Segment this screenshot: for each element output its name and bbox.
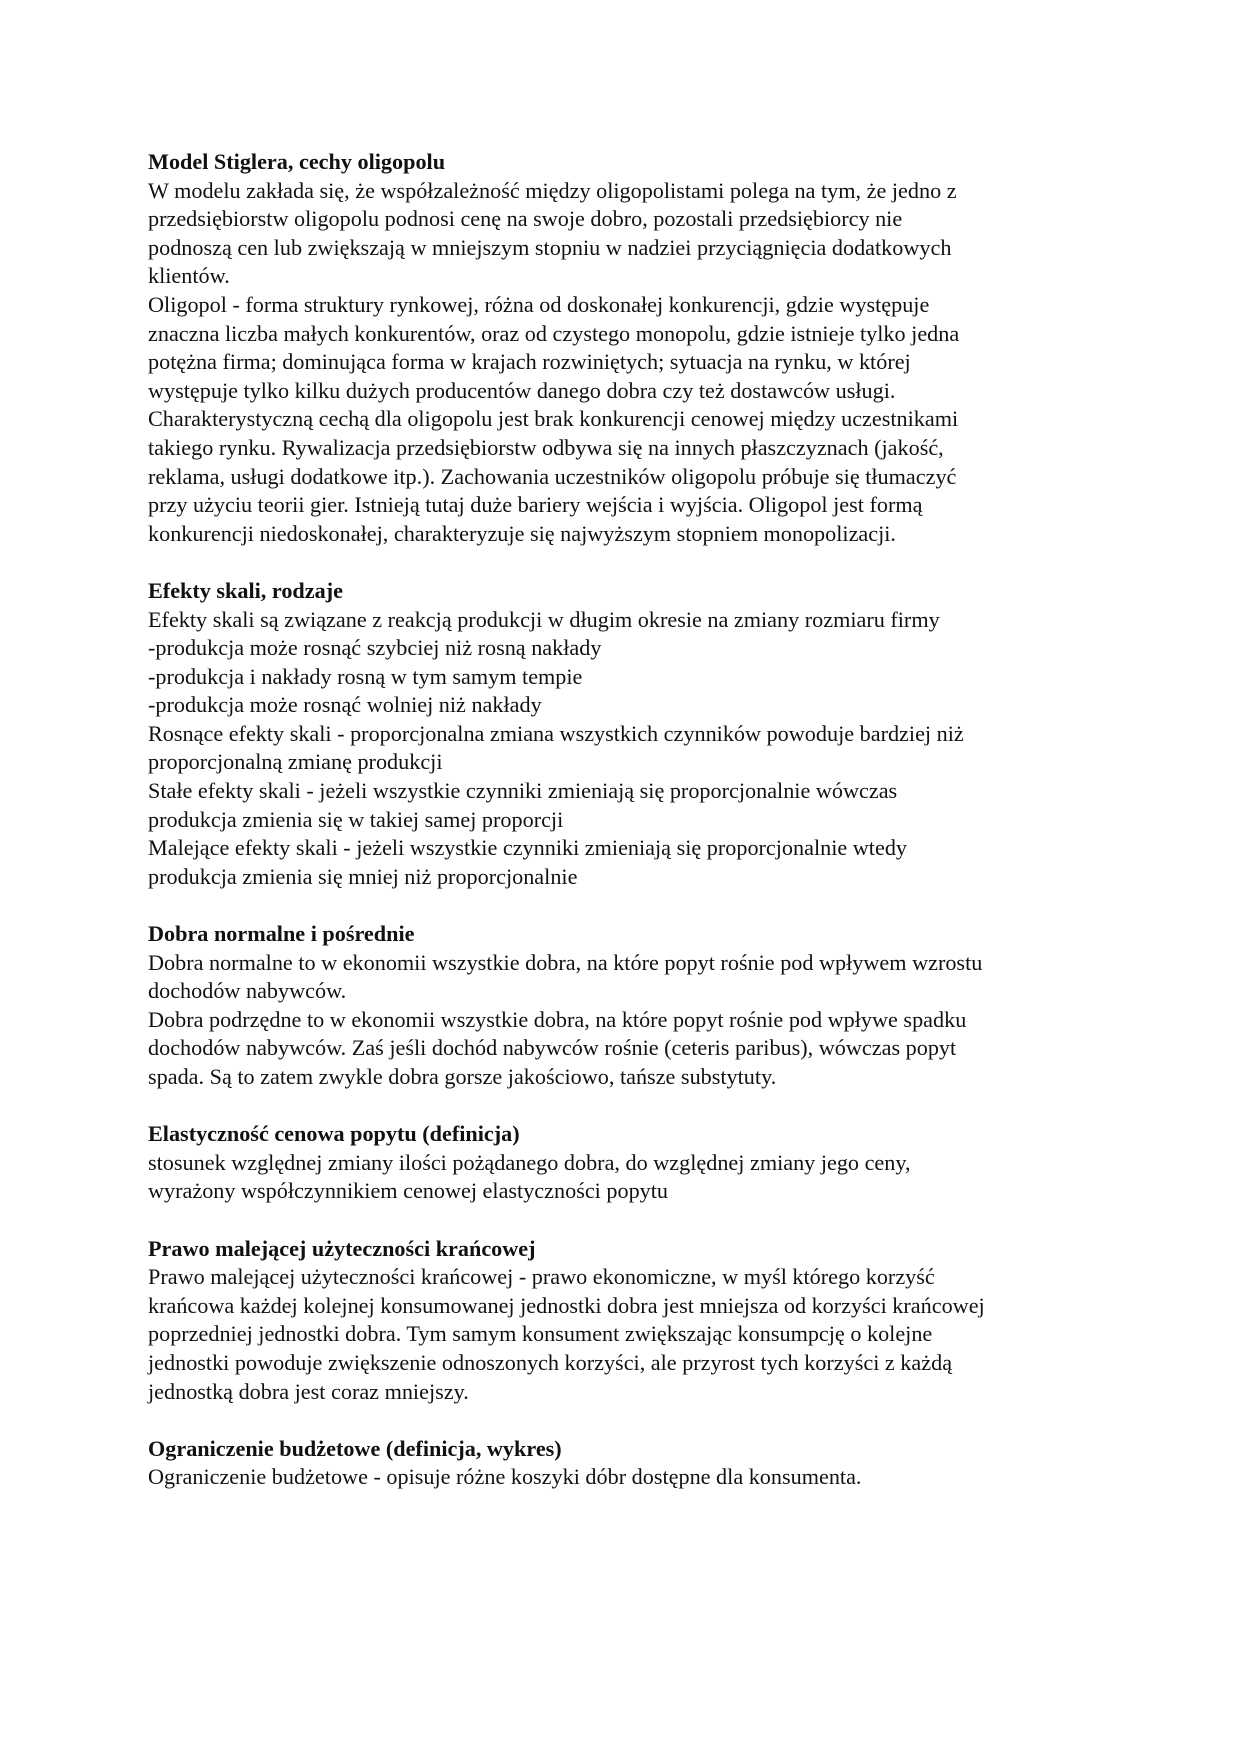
section-budget-constraint <box>148 1435 1108 1492</box>
section-economies-of-scale <box>148 577 1108 892</box>
paragraph-line: proporcjonalną zmianę produkcji <box>148 749 443 775</box>
paragraph-line: jednostką dobra jest coraz mniejszy. <box>148 1378 469 1404</box>
paragraph-line: Dobra normalne to w ekonomii wszystkie dobra, na które popyt rośnie pod wpływem wzrostu <box>148 949 983 975</box>
paragraph-line: produkcja zmienia się mniej niż proporcjonalnie <box>148 863 578 889</box>
paragraph-line: Prawo malejącej użyteczności krańcowej - prawo ekonomiczne, w myśl którego korzyść <box>148 1264 935 1290</box>
section-heading: Model Stiglera, cechy oligopolu <box>148 149 446 174</box>
section-price-elasticity <box>148 1120 1108 1206</box>
paragraph-line: W modelu zakłada się, że współzależność między oligopolistami polega na tym, że jedno z <box>148 177 957 203</box>
paragraph-line: -produkcja i nakłady rosną w tym samym tempie <box>148 663 583 689</box>
section-marginal-utility <box>148 1235 1108 1407</box>
paragraph-line: stosunek względnej zmiany ilości pożądanego dobra, do względnej zmiany jego ceny, <box>148 1149 911 1175</box>
section-heading: Prawo malejącej użyteczności krańcowej <box>148 1235 536 1261</box>
paragraph-line: -produkcja może rosnąć szybciej niż rosną nakłady <box>148 635 602 661</box>
paragraph-line: jednostki powoduje zwiększenie odnoszonych korzyści, ale przyrost tych korzyści z każdą <box>148 1349 953 1375</box>
paragraph-line: Stałe efekty skali - jeżeli wszystkie czynniki zmieniają się proporcjonalnie wówczas <box>148 778 898 804</box>
paragraph-line: Oligopol - forma struktury rynkowej, różna od doskonałej konkurencji, gdzie występuje <box>148 291 930 317</box>
paragraph-line: przedsiębiorstw oligopolu podnosi cenę na swoje dobro, pozostali przedsiębiorcy nie <box>148 206 903 232</box>
paragraph-line: Charakterystyczną cechą dla oligopolu jest brak konkurencji cenowej między uczestnikami <box>148 406 959 432</box>
paragraph-line: krańcowa każdej kolejnej konsumowanej jednostki dobra jest mniejsza od korzyści krańcowej <box>148 1292 985 1318</box>
document-page <box>148 148 1108 1521</box>
paragraph-line: podnoszą cen lub zwiększają w mniejszym stopniu w nadziei przyciągnięcia dodatkowych <box>148 234 952 260</box>
section-heading: Elastyczność cenowa popytu (definicja) <box>148 1121 520 1147</box>
paragraph-line: poprzedniej jednostki dobra. Tym samym konsument zwiększając konsumpcję o kolejne <box>148 1321 933 1347</box>
paragraph-line: przy użyciu teorii gier. Istnieją tutaj duże bariery wejścia i wyjścia. Oligopol jest formą <box>148 492 923 518</box>
paragraph-line: reklama, usługi dodatkowe itp.). Zachowania uczestników oligopolu próbuje się tłumaczyć <box>148 463 957 489</box>
paragraph-line: znaczna liczba małych konkurentów, oraz od czystego monopolu, gdzie istnieje tylko jedna <box>148 320 960 346</box>
paragraph-line: konkurencji niedoskonałej, charakteryzuje się najwyższym stopniem monopolizacji. <box>148 520 896 546</box>
paragraph-line: dochodów nabywców. <box>148 978 347 1004</box>
paragraph-line: wyrażony współczynnikiem cenowej elastyczności popytu <box>148 1178 669 1204</box>
paragraph-line: spada. Są to zatem zwykle dobra gorsze jakościowo, tańsze substytuty. <box>148 1064 777 1089</box>
paragraph-line: Ograniczenie budżetowe - opisuje różne koszyki dóbr dostępne dla konsumenta. <box>148 1464 862 1490</box>
section-heading: Ograniczenie budżetowe (definicja, wykres) <box>148 1435 562 1461</box>
section-stigler-model <box>148 148 1108 548</box>
paragraph-line: dochodów nabywców. Zaś jeśli dochód nabywców rośnie (ceteris paribus), wówczas popyt <box>148 1035 957 1061</box>
section-heading: Efekty skali, rodzaje <box>148 577 343 603</box>
section-heading: Dobra normalne i pośrednie <box>148 921 415 947</box>
section-normal-goods <box>148 920 1108 1092</box>
paragraph-line: Dobra podrzędne to w ekonomii wszystkie dobra, na które popyt rośnie pod wpływe spadku <box>148 1006 967 1032</box>
paragraph-line: potężna firma; dominująca forma w krajach rozwiniętych; sytuacja na rynku, w której <box>148 349 911 375</box>
paragraph-line: Malejące efekty skali - jeżeli wszystkie czynniki zmieniają się proporcjonalnie wtedy <box>148 835 908 861</box>
paragraph-line: takiego rynku. Rywalizacja przedsiębiorstw odbywa się na innych płaszczyznach (jakość, <box>148 434 944 460</box>
paragraph-line: -produkcja może rosnąć wolniej niż nakłady <box>148 692 542 718</box>
paragraph-line: produkcja zmienia się w takiej samej proporcji <box>148 806 564 832</box>
paragraph-line: klientów. <box>148 263 230 289</box>
paragraph-line: Rosnące efekty skali - proporcjonalna zmiana wszystkich czynników powoduje bardziej niż <box>148 720 964 746</box>
paragraph-line: występuje tylko kilku dużych producentów danego dobra czy też dostawców usługi. <box>148 377 896 403</box>
paragraph-line: Efekty skali są związane z reakcją produkcji w długim okresie na zmiany rozmiaru firmy <box>148 606 940 632</box>
